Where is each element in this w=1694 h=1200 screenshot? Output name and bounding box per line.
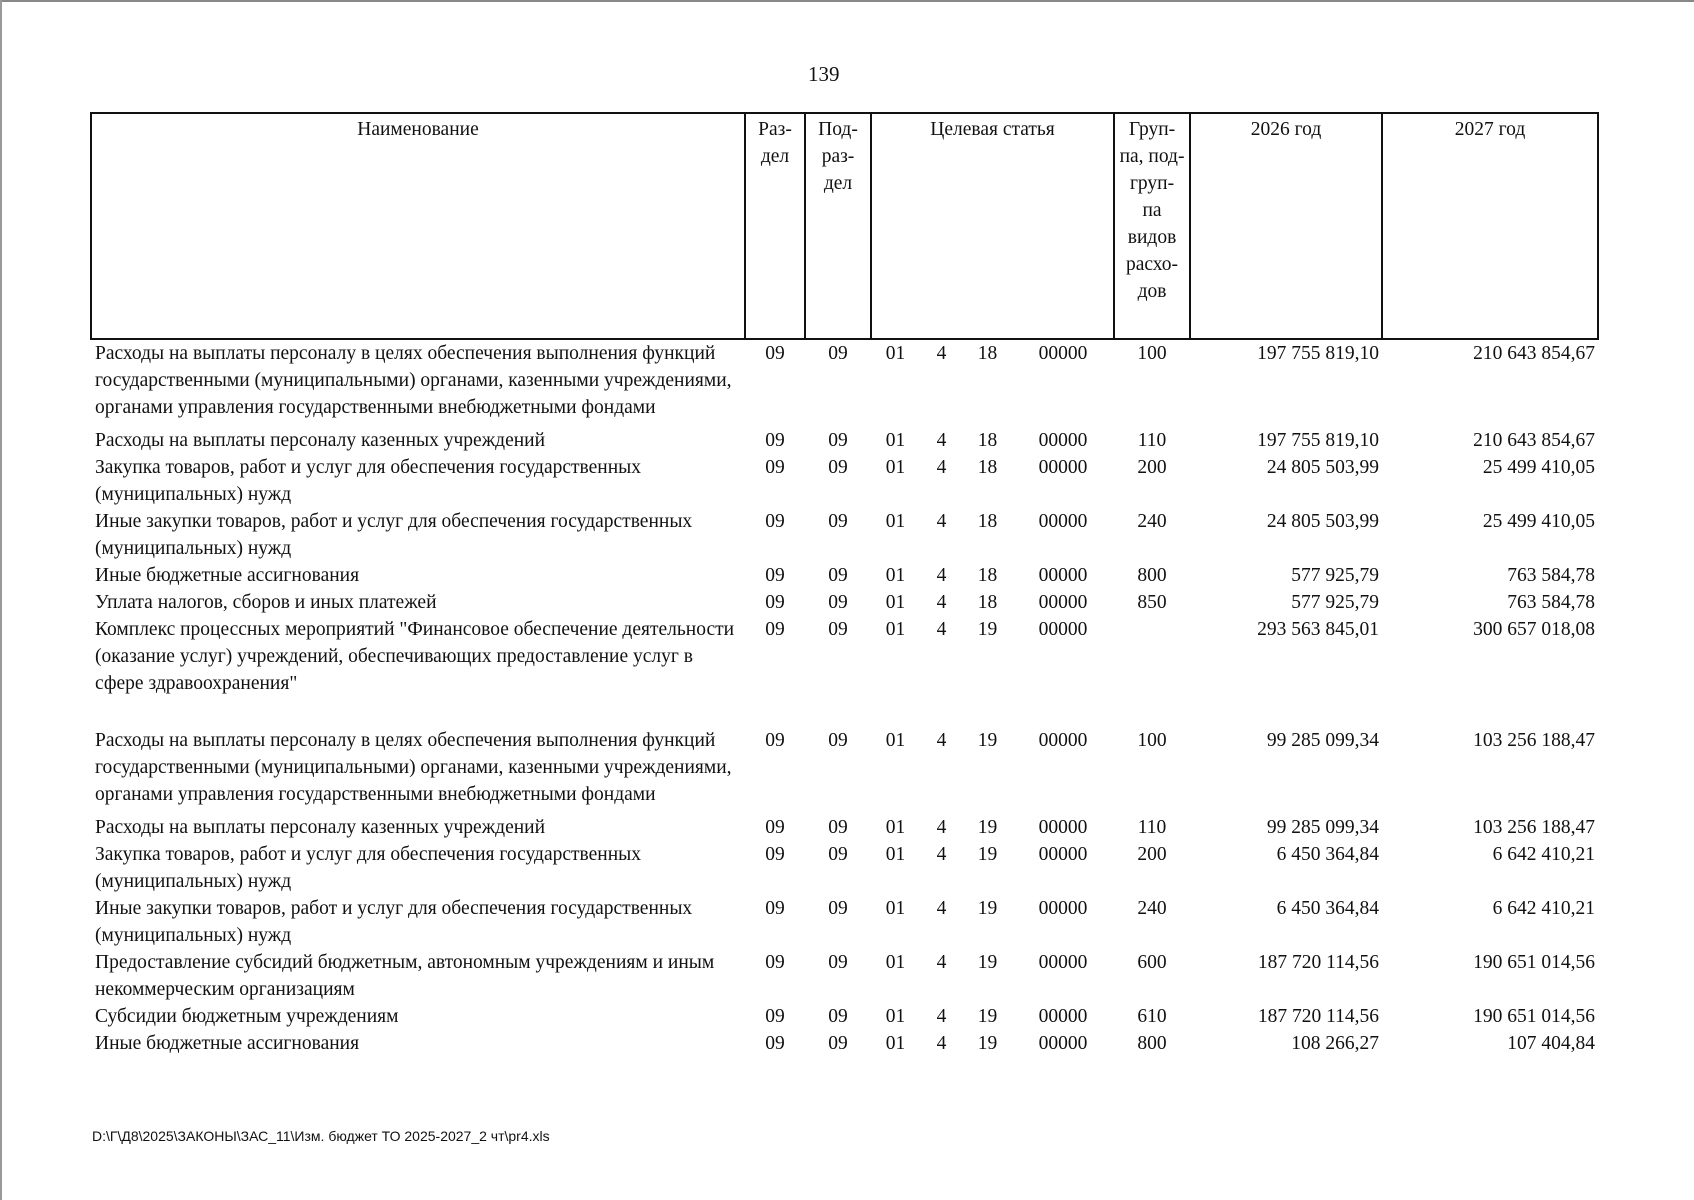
budget-table xyxy=(90,112,1599,1057)
row-name: Расходы на выплаты персоналу в целях обеспечения выполнения функций государственными (муниципальными) органами, казенными учреждениями, органами управления государственными внебюджетными фондами xyxy=(95,730,732,805)
row-podrazdel: 09 xyxy=(828,343,848,364)
row-amount-2026: 577 925,79 xyxy=(1291,565,1380,586)
row-amount-2026: 99 285 099,34 xyxy=(1266,730,1380,751)
row-expense-group: 850 xyxy=(1137,592,1167,613)
row-podrazdel: 09 xyxy=(828,730,848,751)
row-target-type: 4 xyxy=(936,592,947,613)
row-podrazdel: 09 xyxy=(828,817,848,838)
row-amount-2027: 103 256 188,47 xyxy=(1473,730,1596,751)
row-name: Предоставление субсидий бюджетным, автономным учреждениям и иным некоммерческим организациям xyxy=(95,952,715,1000)
header-podrazdel: Под- раз- дел xyxy=(805,113,871,339)
row-target-direction: 00000 xyxy=(1038,730,1088,751)
row-amount-2027: 190 651 014,56 xyxy=(1473,952,1596,973)
row-target-program: 01 xyxy=(885,1033,906,1054)
row-expense-group: 240 xyxy=(1137,898,1167,919)
row-expense-group xyxy=(1114,616,1190,727)
row-razdel: 09 xyxy=(765,1006,785,1027)
row-target-subprogram: 19 xyxy=(977,898,998,919)
row-target-program: 01 xyxy=(885,457,906,478)
row-amount-2027: 300 657 018,08 xyxy=(1473,619,1596,640)
row-target-direction: 00000 xyxy=(1038,817,1088,838)
table-row xyxy=(91,1030,1598,1057)
row-target-type: 4 xyxy=(936,619,947,640)
table-row xyxy=(91,616,1598,727)
row-name: Иные закупки товаров, работ и услуг для обеспечения государственных (муниципальных) нужд xyxy=(95,898,693,946)
row-razdel: 09 xyxy=(765,817,785,838)
row-podrazdel: 09 xyxy=(828,898,848,919)
row-target-type: 4 xyxy=(936,730,947,751)
row-expense-group: 800 xyxy=(1137,1033,1167,1054)
row-target-type: 4 xyxy=(936,1006,947,1027)
row-razdel: 09 xyxy=(765,457,785,478)
row-target-program: 01 xyxy=(885,430,906,451)
row-expense-group: 240 xyxy=(1137,511,1167,532)
table-row xyxy=(91,895,1598,949)
row-amount-2027: 6 642 410,21 xyxy=(1492,898,1596,919)
row-razdel: 09 xyxy=(765,565,785,586)
row-target-program: 01 xyxy=(885,565,906,586)
row-expense-group: 200 xyxy=(1137,844,1167,865)
row-name: Субсидии бюджетным учреждениям xyxy=(95,1006,399,1027)
row-name: Закупка товаров, работ и услуг для обеспечения государственных (муниципальных) нужд xyxy=(95,457,642,505)
row-target-direction: 00000 xyxy=(1038,511,1088,532)
row-amount-2026: 108 266,27 xyxy=(1291,1033,1380,1054)
row-target-subprogram: 18 xyxy=(977,343,998,364)
row-amount-2027: 6 642 410,21 xyxy=(1492,844,1596,865)
row-name: Иные закупки товаров, работ и услуг для обеспечения государственных (муниципальных) нужд xyxy=(95,511,693,559)
row-razdel: 09 xyxy=(765,730,785,751)
row-target-type: 4 xyxy=(936,343,947,364)
row-razdel: 09 xyxy=(765,343,785,364)
row-amount-2026: 293 563 845,01 xyxy=(1257,619,1380,640)
row-target-subprogram: 19 xyxy=(977,730,998,751)
row-name: Иные бюджетные ассигнования xyxy=(95,1033,360,1054)
row-amount-2027: 25 499 410,05 xyxy=(1482,511,1596,532)
row-target-direction: 00000 xyxy=(1038,1033,1088,1054)
row-expense-group: 610 xyxy=(1137,1006,1167,1027)
table-row xyxy=(91,841,1598,895)
row-target-direction: 00000 xyxy=(1038,898,1088,919)
row-podrazdel: 09 xyxy=(828,1033,848,1054)
row-target-program: 01 xyxy=(885,511,906,532)
row-amount-2026: 187 720 114,56 xyxy=(1257,1006,1380,1027)
row-target-program: 01 xyxy=(885,592,906,613)
row-podrazdel: 09 xyxy=(828,430,848,451)
row-name: Комплекс процессных мероприятий "Финансовое обеспечение деятельности (оказание услуг) учреждений, обеспечивающих предоставление услуг в сфере здравоохранения" xyxy=(95,619,735,694)
header-year-2026: 2026 год xyxy=(1190,113,1382,339)
row-podrazdel: 09 xyxy=(828,592,848,613)
row-target-type: 4 xyxy=(936,952,947,973)
table-row xyxy=(91,949,1598,1003)
table-row xyxy=(91,814,1598,841)
row-target-subprogram: 19 xyxy=(977,844,998,865)
row-razdel: 09 xyxy=(765,619,785,640)
row-razdel: 09 xyxy=(765,592,785,613)
table-row xyxy=(91,1003,1598,1030)
table-row xyxy=(91,339,1598,427)
row-name: Закупка товаров, работ и услуг для обеспечения государственных (муниципальных) нужд xyxy=(95,844,642,892)
table-body xyxy=(91,339,1598,1057)
row-target-type: 4 xyxy=(936,898,947,919)
row-expense-group: 600 xyxy=(1137,952,1167,973)
table-header-row xyxy=(91,113,1598,339)
row-expense-group: 800 xyxy=(1137,565,1167,586)
row-target-subprogram: 18 xyxy=(977,592,998,613)
row-target-direction: 00000 xyxy=(1038,343,1088,364)
row-target-direction: 00000 xyxy=(1038,565,1088,586)
row-target-type: 4 xyxy=(936,1033,947,1054)
row-amount-2027: 763 584,78 xyxy=(1507,592,1596,613)
row-target-subprogram: 19 xyxy=(977,1033,998,1054)
row-target-subprogram: 18 xyxy=(977,457,998,478)
row-razdel: 09 xyxy=(765,898,785,919)
row-target-type: 4 xyxy=(936,430,947,451)
row-target-subprogram: 19 xyxy=(977,1006,998,1027)
row-target-type: 4 xyxy=(936,817,947,838)
row-amount-2027: 763 584,78 xyxy=(1507,565,1596,586)
header-target-article: Целевая статья xyxy=(871,113,1114,339)
row-target-subprogram: 18 xyxy=(977,430,998,451)
row-name: Расходы на выплаты персоналу в целях обеспечения выполнения функций государственными (муниципальными) органами, казенными учреждениями, органами управления государственными внебюджетными фондами xyxy=(95,343,732,418)
row-razdel: 09 xyxy=(765,844,785,865)
row-amount-2026: 6 450 364,84 xyxy=(1276,844,1380,865)
row-target-program: 01 xyxy=(885,817,906,838)
row-amount-2026: 24 805 503,99 xyxy=(1266,457,1380,478)
row-expense-group: 100 xyxy=(1137,730,1167,751)
row-target-program: 01 xyxy=(885,1006,906,1027)
row-target-direction: 00000 xyxy=(1038,430,1088,451)
row-amount-2026: 24 805 503,99 xyxy=(1266,511,1380,532)
row-amount-2026: 197 755 819,10 xyxy=(1257,343,1380,364)
header-name: Наименование xyxy=(91,113,745,339)
row-target-program: 01 xyxy=(885,730,906,751)
row-expense-group: 100 xyxy=(1137,343,1167,364)
header-razdel: Раз- дел xyxy=(745,113,805,339)
row-expense-group: 110 xyxy=(1137,430,1167,451)
table-row xyxy=(91,427,1598,454)
row-target-direction: 00000 xyxy=(1038,592,1088,613)
row-target-subprogram: 19 xyxy=(977,817,998,838)
row-target-subprogram: 18 xyxy=(977,511,998,532)
page-number: 139 xyxy=(808,62,840,86)
row-name: Иные бюджетные ассигнования xyxy=(95,565,360,586)
header-group: Груп- па, под- груп- па видов расхо- дов xyxy=(1114,113,1190,339)
row-amount-2026: 6 450 364,84 xyxy=(1276,898,1380,919)
row-amount-2026: 187 720 114,56 xyxy=(1257,952,1380,973)
row-razdel: 09 xyxy=(765,1033,785,1054)
row-name: Уплата налогов, сборов и иных платежей xyxy=(95,592,437,613)
row-target-subprogram: 19 xyxy=(977,619,998,640)
row-amount-2027: 190 651 014,56 xyxy=(1473,1006,1596,1027)
row-target-program: 01 xyxy=(885,619,906,640)
row-target-subprogram: 18 xyxy=(977,565,998,586)
row-name: Расходы на выплаты персоналу казенных учреждений xyxy=(95,430,546,451)
row-razdel: 09 xyxy=(765,952,785,973)
row-podrazdel: 09 xyxy=(828,619,848,640)
table-row xyxy=(91,589,1598,616)
row-podrazdel: 09 xyxy=(828,565,848,586)
scan-border-top xyxy=(0,0,1694,2)
header-year-2027: 2027 год xyxy=(1382,113,1598,339)
table-row xyxy=(91,508,1598,562)
row-podrazdel: 09 xyxy=(828,457,848,478)
row-amount-2026: 197 755 819,10 xyxy=(1257,430,1380,451)
row-podrazdel: 09 xyxy=(828,1006,848,1027)
row-amount-2026: 577 925,79 xyxy=(1291,592,1380,613)
table-row xyxy=(91,562,1598,589)
file-path: D:\Г\Д8\2025\ЗАКОНЫ\ЗАС_11\Изм. бюджет ТО 2025-2027_2 чт\pr4.xls xyxy=(92,1128,550,1144)
row-target-program: 01 xyxy=(885,898,906,919)
row-amount-2027: 210 643 854,67 xyxy=(1473,430,1596,451)
row-target-direction: 00000 xyxy=(1038,1006,1088,1027)
row-amount-2027: 25 499 410,05 xyxy=(1482,457,1596,478)
row-amount-2027: 107 404,84 xyxy=(1507,1033,1596,1054)
row-name: Расходы на выплаты персоналу казенных учреждений xyxy=(95,817,546,838)
row-target-type: 4 xyxy=(936,511,947,532)
scan-border-left xyxy=(0,0,2,1200)
row-target-program: 01 xyxy=(885,844,906,865)
table-row xyxy=(91,727,1598,814)
row-razdel: 09 xyxy=(765,430,785,451)
row-amount-2026: 99 285 099,34 xyxy=(1266,817,1380,838)
row-target-program: 01 xyxy=(885,343,906,364)
row-target-type: 4 xyxy=(936,565,947,586)
row-razdel: 09 xyxy=(765,511,785,532)
row-expense-group: 200 xyxy=(1137,457,1167,478)
row-target-direction: 00000 xyxy=(1038,952,1088,973)
row-podrazdel: 09 xyxy=(828,511,848,532)
row-target-direction: 00000 xyxy=(1038,457,1088,478)
row-amount-2027: 210 643 854,67 xyxy=(1473,343,1596,364)
row-target-program: 01 xyxy=(885,952,906,973)
row-amount-2027: 103 256 188,47 xyxy=(1473,817,1596,838)
row-expense-group: 110 xyxy=(1137,817,1167,838)
row-podrazdel: 09 xyxy=(828,844,848,865)
row-podrazdel: 09 xyxy=(828,952,848,973)
row-target-subprogram: 19 xyxy=(977,952,998,973)
row-target-type: 4 xyxy=(936,457,947,478)
row-target-type: 4 xyxy=(936,844,947,865)
row-target-direction: 00000 xyxy=(1038,844,1088,865)
row-target-direction: 00000 xyxy=(1038,619,1088,640)
table-row xyxy=(91,454,1598,508)
